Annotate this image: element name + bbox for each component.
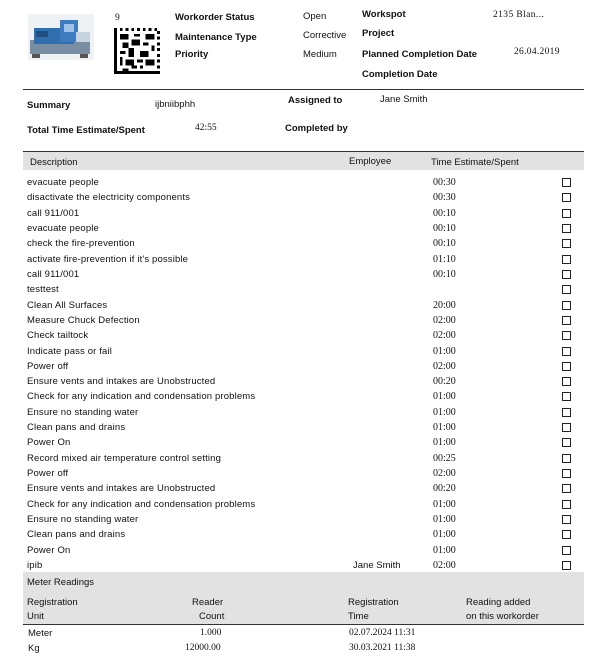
maintenance-type-value: Corrective: [303, 30, 347, 41]
assigned-to-value: Jane Smith: [380, 94, 428, 105]
col-count-header: Count: [199, 611, 225, 622]
task-done-checkbox[interactable]: [562, 316, 571, 325]
task-time: 00:30: [433, 192, 456, 204]
task-employee: Jane Smith: [353, 560, 401, 571]
task-description: disactivate the electricity components: [27, 192, 191, 204]
task-time: 02:00: [433, 560, 456, 571]
task-description: Ensure no standing water: [27, 514, 139, 526]
task-row: [27, 253, 577, 268]
task-row: [27, 314, 577, 329]
task-row: [27, 191, 577, 206]
task-time: 01:00: [433, 391, 456, 403]
workorder-id: 9: [115, 13, 120, 23]
total-time-label: Total Time Estimate/Spent: [27, 125, 145, 136]
task-row: [27, 237, 577, 252]
task-done-checkbox[interactable]: [562, 392, 571, 401]
task-time: 01:00: [433, 406, 456, 418]
task-row: [27, 283, 577, 298]
summary-value: ijbniibphh: [155, 99, 196, 110]
task-time: 01:00: [433, 422, 456, 434]
maintenance-type-label: Maintenance Type: [175, 32, 257, 43]
task-done-checkbox[interactable]: [562, 469, 571, 478]
task-done-checkbox[interactable]: [562, 530, 571, 539]
task-description: activate fire-prevention if it's possible: [27, 253, 189, 265]
task-description: Measure Chuck Defection: [27, 314, 140, 326]
task-done-checkbox[interactable]: [562, 347, 571, 356]
meters-divider: [23, 624, 584, 625]
col-employee-header: Employee: [349, 156, 392, 167]
task-done-checkbox[interactable]: [562, 301, 571, 310]
task-done-checkbox[interactable]: [562, 193, 571, 202]
task-row: [27, 513, 577, 528]
summary-label: Summary: [27, 100, 71, 111]
task-done-checkbox[interactable]: [562, 423, 571, 432]
task-row: [27, 528, 577, 543]
task-time: 01:00: [433, 498, 456, 510]
col-description-header: Description: [30, 157, 78, 168]
task-done-checkbox[interactable]: [562, 331, 571, 340]
task-description: Check tailtock: [27, 330, 89, 342]
task-time: 01:00: [433, 544, 456, 556]
priority-label: Priority: [175, 49, 209, 60]
col-time-header-2: Time: [348, 611, 369, 622]
task-done-checkbox[interactable]: [562, 438, 571, 447]
task-description: testtest: [27, 284, 59, 296]
task-row: [27, 406, 577, 421]
task-time: 02:00: [433, 360, 456, 372]
col-reading-added-header: Reading added: [466, 597, 531, 608]
task-description: Clean pans and drains: [27, 529, 126, 541]
task-time: 02:00: [433, 314, 456, 326]
meter-row-time: 30.03.2021 11:38: [349, 643, 416, 653]
task-description: Clean All Surfaces: [27, 299, 108, 311]
task-time: 01:00: [433, 514, 456, 526]
task-time: 00:25: [433, 452, 456, 464]
col-registration-time-header: Registration: [348, 597, 399, 608]
header-divider: [23, 89, 584, 90]
equipment-photo: [28, 14, 94, 60]
col-unit-header: Unit: [27, 611, 44, 622]
task-done-checkbox[interactable]: [562, 209, 571, 218]
task-row: [27, 176, 577, 191]
task-row: [27, 436, 577, 451]
task-time: 00:30: [433, 177, 456, 188]
task-row: [27, 544, 577, 559]
task-description: call 911/001: [27, 207, 80, 219]
task-time: 01:00: [433, 437, 456, 449]
assigned-to-label: Assigned to: [288, 95, 343, 106]
meter-row-unit: Kg: [28, 643, 40, 654]
task-row: [27, 329, 577, 344]
task-time: 00:10: [433, 268, 456, 280]
task-done-checkbox[interactable]: [562, 285, 571, 294]
workspot-value: 2135 Blan...: [493, 10, 545, 20]
task-done-checkbox[interactable]: [562, 255, 571, 264]
task-row: [27, 345, 577, 360]
planned-completion-label: Planned Completion Date: [362, 49, 478, 60]
task-row: [27, 207, 577, 222]
task-done-checkbox[interactable]: [562, 408, 571, 417]
task-done-checkbox[interactable]: [562, 178, 571, 187]
task-description: Ensure vents and intakes are Unobstructed: [27, 376, 216, 388]
task-done-checkbox[interactable]: [562, 484, 571, 493]
task-description: Check for any indication and condensation problems: [27, 498, 256, 510]
meter-row-count: 12000.00: [185, 643, 221, 653]
task-time: 00:10: [433, 207, 456, 219]
task-time: 02:00: [433, 330, 456, 342]
col-registration-header: Registration: [27, 597, 78, 608]
task-time: 00:10: [433, 222, 456, 234]
task-description: Power On: [27, 437, 71, 449]
task-row: [27, 268, 577, 283]
datamatrix-code: [114, 27, 160, 75]
task-row: [27, 360, 577, 375]
task-description: Ensure no standing water: [27, 406, 139, 418]
task-done-checkbox[interactable]: [562, 500, 571, 509]
task-description: Record mixed air temperature control setting: [27, 452, 222, 464]
task-description: evacuate people: [27, 177, 99, 188]
task-done-checkbox[interactable]: [562, 515, 571, 524]
task-row: [27, 299, 577, 314]
task-row: [27, 467, 577, 482]
task-row: [27, 390, 577, 405]
meter-row-count: 1.000: [200, 628, 222, 638]
task-row: [27, 421, 577, 436]
meter-readings-title: Meter Readings: [27, 577, 95, 588]
task-description: Indicate pass or fail: [27, 345, 112, 357]
task-time: 00:20: [433, 376, 456, 388]
task-time: 20:00: [433, 299, 456, 311]
task-description: Power off: [27, 360, 69, 372]
task-row: [27, 222, 577, 237]
task-row: [27, 375, 577, 390]
task-time: 01:10: [433, 253, 456, 265]
task-description: evacuate people: [27, 222, 99, 234]
task-done-checkbox[interactable]: [562, 224, 571, 233]
task-time: 02:00: [433, 468, 456, 480]
task-done-checkbox[interactable]: [562, 377, 571, 386]
task-done-checkbox[interactable]: [562, 561, 571, 570]
task-description: call 911/001: [27, 268, 80, 280]
task-done-checkbox[interactable]: [562, 454, 571, 463]
completed-by-label: Completed by: [285, 123, 348, 134]
meter-row-time: 02.07.2024 11:31: [349, 628, 416, 638]
task-description: ipib: [27, 560, 43, 571]
task-time: 01:00: [433, 345, 456, 357]
col-reader-header: Reader: [192, 597, 224, 608]
priority-value: Medium: [303, 49, 337, 60]
task-time: 00:20: [433, 483, 456, 495]
col-time-header: Time Estimate/Spent: [431, 157, 519, 168]
task-description: Power On: [27, 544, 71, 556]
task-description: Check for any indication and condensation problems: [27, 391, 256, 403]
task-row: [27, 498, 577, 513]
task-done-checkbox[interactable]: [562, 362, 571, 371]
task-description: check the fire-prevention: [27, 238, 135, 250]
task-description: Clean pans and drains: [27, 422, 126, 434]
task-time: 01:00: [433, 529, 456, 541]
workorder-status-label: Workorder Status: [175, 12, 255, 23]
project-label: Project: [362, 28, 395, 39]
col-on-workorder-header: on this workorder: [466, 611, 539, 622]
meter-row-unit: Meter: [28, 628, 53, 639]
planned-completion-value: 26.04.2019: [514, 47, 560, 57]
task-done-checkbox[interactable]: [562, 546, 571, 555]
workspot-label: Workspot: [362, 9, 406, 20]
task-done-checkbox[interactable]: [562, 270, 571, 279]
total-time-value: 42:55: [195, 123, 217, 133]
task-row: [27, 452, 577, 467]
task-time: 00:10: [433, 238, 456, 250]
task-description: Power off: [27, 468, 69, 480]
completion-date-label: Completion Date: [362, 69, 438, 80]
task-description: Ensure vents and intakes are Unobstructed: [27, 483, 216, 495]
workorder-status-value: Open: [303, 11, 327, 22]
task-row: [27, 482, 577, 497]
task-done-checkbox[interactable]: [562, 239, 571, 248]
